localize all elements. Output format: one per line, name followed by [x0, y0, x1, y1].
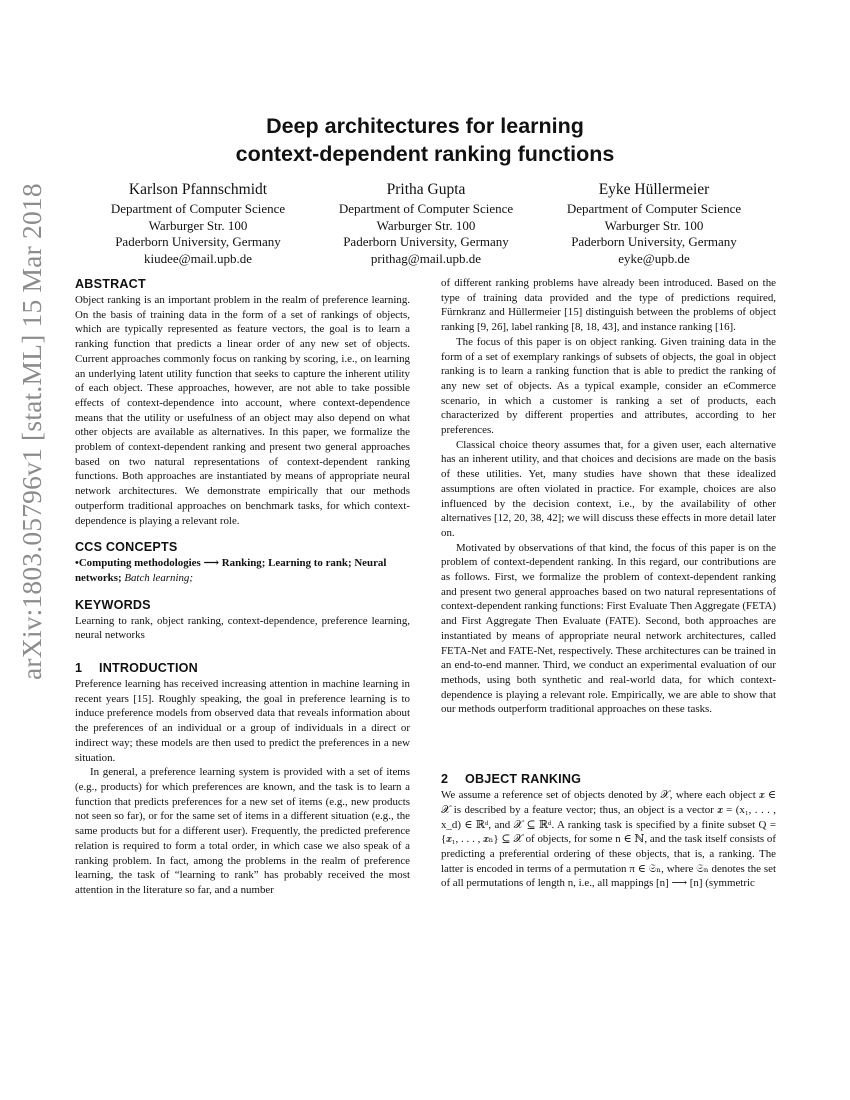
paper-title-line-1: Deep architectures for learning — [266, 114, 584, 138]
intro-paragraph-6: Motivated by observations of that kind, the focus of this paper is on the problem of context-dependent ranking. In this regard, our contributions are as follows. First, we formalize the problem of context-dependent ranking and present two general approaches based on two natural representations of context-dependent ranking functions: First Evaluate Then Aggregate (FETA) and First Aggregate Then Evaluate (FATE). Second, both approaches are instantiated by means of appropriate neural network architectures, called FETA-Net and FATE-Net, respectively. These architectures can be trained in an end-to-end manner. Third, we conduct an experimental evaluation of our methods, using both synthetic and real-world data, for which context-dependence is playing a relevant role. Empirically, we are able to show that our methods outperform traditional approaches on these tasks. — [441, 541, 776, 716]
author-department: Department of Computer Science — [566, 201, 742, 216]
author-department: Department of Computer Science — [110, 201, 286, 216]
author-name: Eyke Hüllermeier — [598, 181, 710, 198]
arxiv-identifier: arXiv:1803.05796v1 [stat.ML] 15 Mar 2018 — [16, 183, 47, 680]
author-email: kiudee@mail.upb.de — [144, 250, 252, 266]
author-street: Warburger Str. 100 — [376, 217, 476, 233]
paper-title-line-2: context-dependent ranking functions — [235, 142, 615, 166]
author-street: Warburger Str. 100 — [604, 217, 704, 233]
intro-paragraph-3: of different ranking problems have already been introduced. Based on the type of training data provided and the type of predictions required, Fürnkranz and Hüllermeier [15] distinguish between the problems of object ranking [9, 26], label ranking [8, 18, 43], and instance ranking [16]. — [441, 277, 776, 334]
author-block-1 — [83, 180, 313, 267]
section-number: 1 — [75, 661, 83, 676]
left-column — [75, 276, 410, 898]
right-column — [441, 276, 776, 891]
keywords-text: Learning to rank, object ranking, context-dependence, preference learning, neural networks — [75, 614, 410, 642]
author-name: Pritha Gupta — [386, 181, 466, 198]
author-block-3 — [539, 180, 769, 267]
author-name: Karlson Pfannschmidt — [128, 181, 268, 198]
intro-paragraph-5: Classical choice theory assumes that, for a given user, each alternative has an inherent utility, and that choices and decisions are made on the basis of these utilities. Yet, many studies have shown that these idealized assumptions are often violated in practice. For example, choices are also influenced by the decision context, i.e., by the availability of other alternatives [12, 20, 38, 42]; we will discuss these effects in more detail later on. — [441, 438, 776, 539]
section-1-heading — [75, 660, 410, 676]
section-number: 2 — [441, 772, 449, 787]
author-email: prithag@mail.upb.de — [370, 250, 482, 266]
author-department: Department of Computer Science — [338, 201, 514, 216]
author-block-2 — [311, 180, 541, 267]
intro-paragraph-4: The focus of this paper is on object ranking. Given training data in the form of a set of exemplary rankings of subsets of objects, the goal in object ranking is to learn a ranking function that is able to predict the ranking of any new set of objects. As a typical example, consider an eCommerce scenario, in which a customer is ranking a set of products, each characterized by different properties and attributes, according to her preferences. — [441, 335, 776, 437]
section-title: OBJECT RANKING — [465, 772, 582, 787]
author-university: Paderborn University, Germany — [571, 234, 737, 249]
intro-paragraph-1: Preference learning has received increasing attention in machine learning in recent years [15]. Roughly speaking, the goal in preference learning is to induce preference models from observed data that reveals information about the preferences of an individual or a group of individuals in a direct or indirect way; these models are then used to predict the preferences in a new situation. — [75, 678, 410, 764]
author-university: Paderborn University, Germany — [343, 234, 509, 249]
ccs-concepts-main: •Computing methodologies ⟶ Ranking; Learning to rank; Neural networks; — [75, 557, 387, 584]
section-2-heading — [441, 771, 776, 787]
ccs-concepts — [75, 556, 410, 585]
section-2-paragraph-1: We assume a reference set of objects denoted by 𝒳, where each object 𝒙 ∈ 𝒳 is described by a feature vector; thus, an object is a vector 𝒙 = (x₁, . . . , x_d) ∈ ℝᵈ, and 𝒳 ⊆ ℝᵈ. A ranking task is specified by a finite subset Q = {𝒙₁, . . . , 𝒙ₙ} ⊆ 𝒳 of objects, for some n ∈ ℕ, and the task itself consists of predicting a preferential ordering of these objects, that is, a ranking. The latter is encoded in terms of a permutation π ∈ 𝔖ₙ, where 𝔖ₙ denotes the set of all permutations of length n, i.e., all mappings [n] ⟶ [n] (symmetric — [441, 789, 776, 890]
author-email: eyke@upb.de — [618, 250, 690, 266]
section-title: INTRODUCTION — [99, 661, 198, 676]
intro-paragraph-2: In general, a preference learning system is provided with a set of items (e.g., products) for which preferences are known, and the task is to learn a function that predicts preferences for a new set of items (e.g., new products not seen so far), or for the same set of items in a different situation (e.g., the same products but for a different user). Frequently, the predicted preference relation is required to form a total order, in which case we also speak of a ranking problem. In fact, among the problems in the realm of preference learning, the task of “learning to rank” has probably received the most attention in the literature so far, and a number — [75, 766, 410, 896]
keywords-heading: KEYWORDS — [75, 597, 151, 612]
abstract-heading: ABSTRACT — [75, 277, 146, 291]
ccs-heading: CCS CONCEPTS — [75, 540, 178, 555]
ccs-concepts-sub: Batch learning; — [124, 571, 193, 584]
abstract-text: Object ranking is an important problem in the realm of preference learning. On the basis of training data in the form of a set of rankings of objects, which are typically represented as feature vectors, the goal is to learn a ranking function that predicts a linear order of any new set of objects. Current approaches commonly focus on ranking by scoring, i.e., on learning an underlying latent utility function that seeks to capture the inherent utility of each object. These approaches, however, are not able to take possible effects of context-dependence into account, where context-dependence means that the utility or usefulness of an object may also depend on what other objects are available as alternatives. In this paper, we formalize the problem of context-dependent ranking and present two general approaches based on two natural representations of context-dependent ranking functions. Both approaches are instantiated by means of appropriate neural network architectures. We demonstrate empirically that our methods outperform traditional approaches on benchmark tasks, for which context-dependence is playing a relevant role. — [75, 294, 410, 527]
author-street: Warburger Str. 100 — [148, 217, 248, 233]
author-university: Paderborn University, Germany — [115, 234, 281, 249]
